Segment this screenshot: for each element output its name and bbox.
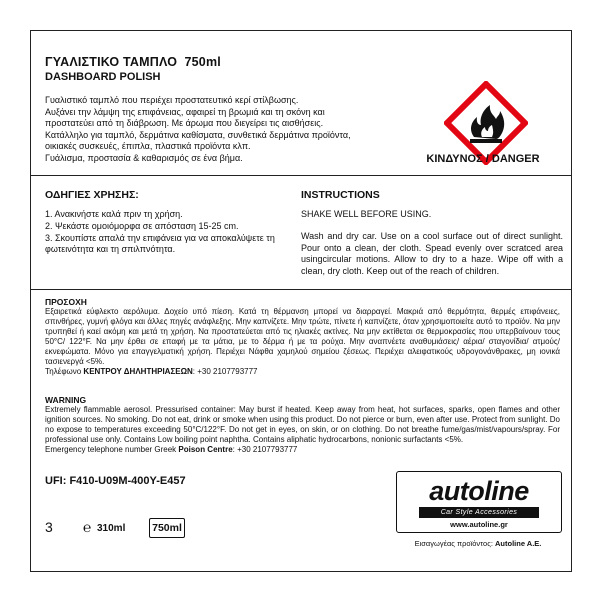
directions-steps-gr bbox=[45, 209, 295, 256]
product-title-gr: ΓΥΑΛΙΣΤΙΚΟ ΤΑΜΠΛΟ 750ml bbox=[45, 55, 221, 69]
warning-heading-en: WARNING bbox=[45, 395, 87, 405]
shake-notice: SHAKE WELL BEFORE USING. bbox=[301, 209, 432, 219]
description-line: Κατάλληλο για ταμπλό, δερμάτινα καθίσματα, συνθετικά δερμάτινα προϊόντα, bbox=[45, 129, 351, 140]
description-line: προστατεύει από τη διάβρωση. Με άρωμα που διεγείρει τις αισθήσεις. bbox=[45, 118, 324, 129]
volume-box: 750ml bbox=[149, 518, 185, 538]
ufi-code: UFI: F410-U09M-400Y-E457 bbox=[45, 475, 186, 487]
instructions-heading-en: INSTRUCTIONS bbox=[301, 189, 380, 201]
importer-info: Εισαγωγέας προϊόντος: Autoline A.E. bbox=[414, 539, 542, 548]
description-line: Γυαλιστικό ταμπλό που περιέχει προστατευτικό κερί στίλβωσης. bbox=[45, 95, 299, 105]
product-label bbox=[30, 30, 572, 572]
direction-step: 2. Ψεκάστε ομοιόμορφα σε απόσταση 15-25 cm. bbox=[45, 220, 239, 231]
brand-tagline: Car Style Accessories bbox=[419, 507, 539, 518]
net-volume: 310ml bbox=[97, 523, 126, 534]
instructions-en bbox=[301, 209, 563, 288]
warning-text-en: Extremely flammable aerosol. Pressurised container: May burst if heated. Keep away from heat, hot surfaces, sparks, open flames and other ignition sources. No smoking. Do not eat, drink or smoke when using this product. Do not pierce or burn, even after use. Protect from sunlight. Do no expose to temperatures exceeding 50°C/122°F. Do not get in eyes, on skin, or on clothing. Do not breathe fume/gas/mist/vapours/spray. For professional use only. Contains Low boiling point naphtha. Contains aliphatic hydrocarbons, nonionic surfactants <5%. Emergency telephone number Greek Poison Centre: +30 2107793777 bbox=[45, 405, 560, 454]
direction-step: 3. Σκουπίστε απαλά την επιφάνεια για να αποκαλύψετε τη φωτεινότητα και τη σπιλπνότητα. bbox=[45, 232, 275, 255]
e-mark-icon: ℮ bbox=[83, 519, 92, 535]
brand-name: autoline bbox=[429, 476, 529, 506]
danger-signal-word: ΚΙΝΔΥΝΟΣ / DANGER bbox=[426, 153, 540, 165]
direction-step: 1. Ανακινήστε καλά πριν τη χρήση. bbox=[45, 209, 183, 219]
directions-heading-gr: ΟΔΗΓΙΕΣ ΧΡΗΣΗΣ: bbox=[45, 189, 139, 201]
importer-name: Autoline A.E. bbox=[495, 539, 542, 548]
caution-heading-gr: ΠΡΟΣΟΧΗ bbox=[45, 297, 87, 307]
divider bbox=[31, 175, 571, 176]
instructions-body: Wash and dry car. Use on a cool surface out of direct sunlight. Pour onto a clean, der cloth. Spead evenly over scratced area usingcircular motions. Allow to dry to a haze. Wipe off with a clean, dry cloth. Keep out of the reach of children. bbox=[301, 230, 563, 277]
description-line: οικιακές συσκευές, έπιπλα, πλαστικά προϊόντα κλπ. bbox=[45, 141, 251, 152]
caution-text-gr: Εξαιρετικά εύφλεκτο αερόλυμα. Δοχείο υπό πίεση. Κατά τη θέρμανση μπορεί να διαρραγεί. Μακριά από θερμότητα, θερμές επιφάνειες, σπινθήρες, γυμνή φλόγα και άλλες πηγές ανάφλεξης. Μην καπνίζετε. Μην τρώτε, πίνετε ή καπνίζετε, όταν χρησιμοποιείτε αυτό το προϊόν. Να μην τρυπηθεί ή καεί ακόμη και μετά τη χρήση. Να προστατεύεται από τις ηλιακές ακτίνες. Να μην εκτίθεται σε θερμοκρασίες που υπερβαίνουν τους 50°C/ 122°F. Να μην έρθει σε επαφή με τα μάτια, με το δέρμα ή με τα ρούχα. Μην αναπνέετε αναθυμιάσεις/ αέρια/ σταγονίδια/ ατμούς/ εκνεφώματα. Μόνο για επαγγελματική χρήση. Περιέχει Νάφθα χαμηλού σημείου ζέσεως. Περιέχει αλειφατικούς υδρογονάνθρακες, μη ιονικά τασιενεργά <5%. Τηλέφωνο ΚΕΝΤΡΟΥ ΔΗΛΗΤΗΡΙΑΣΕΩΝ: +30 2107793777 bbox=[45, 307, 560, 376]
poison-centre-en: Poison Centre bbox=[178, 445, 233, 454]
product-title-en: DASHBOARD POLISH bbox=[45, 71, 161, 83]
product-description-gr bbox=[45, 95, 405, 165]
brand-url: www.autoline.gr bbox=[450, 520, 508, 529]
description-line: Αυξάνει την λάμψη της επιφάνειας, αφαιρεί τη βρωμιά και τη σκόνη και bbox=[45, 106, 325, 117]
poison-centre-gr: ΚΕΝΤΡΟΥ ΔΗΛΗΤΗΡΙΑΣΕΩΝ bbox=[83, 367, 193, 376]
description-line: Γυάλισμα, προστασία & καθαρισμός σε ένα βήμα. bbox=[45, 152, 243, 163]
batch-number: 3 bbox=[45, 519, 53, 535]
brand-logo bbox=[396, 471, 562, 533]
divider bbox=[31, 289, 571, 290]
